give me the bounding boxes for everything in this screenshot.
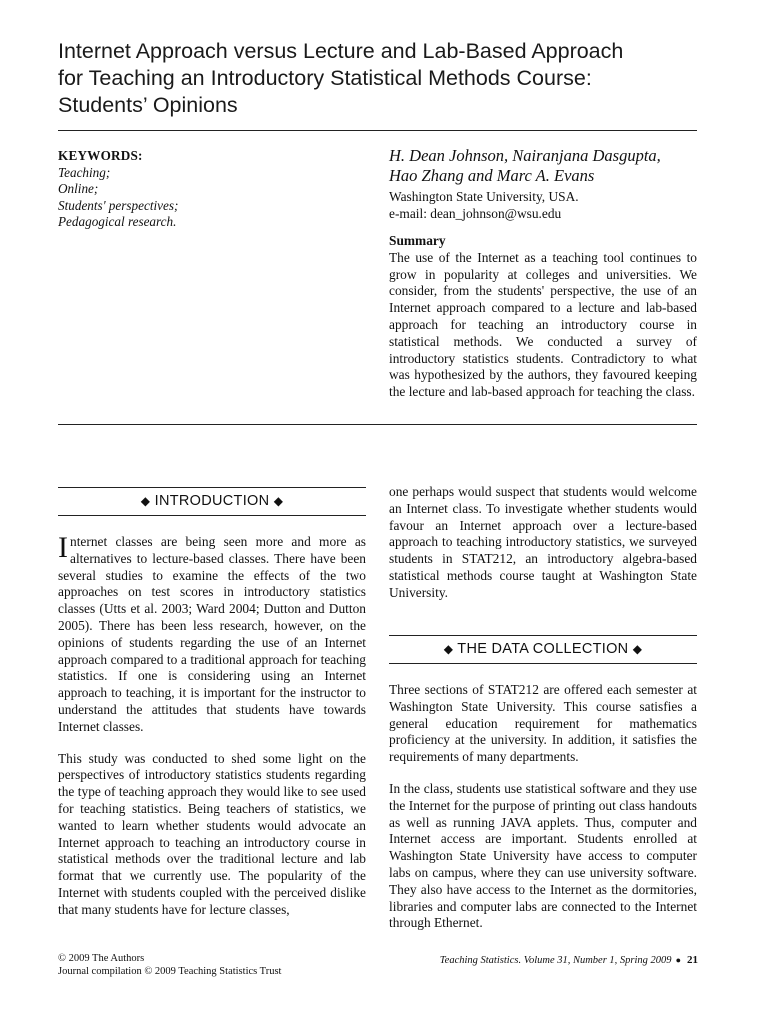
data-collection-heading-text: THE DATA COLLECTION	[457, 641, 629, 657]
title-line: Internet Approach versus Lecture and Lab-Based Approach	[58, 39, 624, 63]
authors-block	[389, 146, 709, 222]
data-paragraph-1: Three sections of STAT212 are offered each semester at Washington State University. This course satisfies a general education requirement for mathematics proficiency at the university. In addition, it satisfies the requirements of many departments.	[389, 682, 697, 765]
keywords-block	[58, 148, 358, 231]
footer-copyright	[58, 953, 281, 978]
compilation-line: Journal compilation © 2009 Teaching Statistics Trust	[58, 965, 282, 977]
introduction-heading	[58, 492, 366, 510]
page-number: 21	[687, 954, 698, 966]
intro-paragraph-1	[58, 531, 366, 736]
article-title	[58, 38, 718, 119]
introduction-heading-text: INTRODUCTION	[154, 493, 270, 509]
header-bottom-rule	[58, 424, 697, 425]
intro-heading-rule-bottom	[58, 515, 366, 516]
keywords-heading: KEYWORDS:	[58, 148, 143, 163]
keyword-item: Students' perspectives;	[58, 197, 179, 213]
title-line: for Teaching an Introductory Statistical Methods Course:	[58, 66, 592, 90]
author-names-line: H. Dean Johnson, Nairanjana Dasgupta,	[389, 146, 661, 165]
right-column-top	[389, 484, 697, 602]
intro-paragraph-1-text: nternet classes are being seen more and more as alternatives to lecture-based classes. There have been several studies to examine the effects of the two approaches on test scores in introductory statistics classes (Utts et al. 2003; Ward 2004; Dutton and Dutton 2005). There has been less research, however, on the opinions of students regarding the use of an Internet approach compared to a traditional approach for teaching statistics. If one is considering using an Internet approach to teaching, it is important for the instructor to understand the attitudes that students have towards Internet classes.	[58, 534, 366, 734]
intro-paragraph-2: This study was conducted to shed some light on the perspectives of introductory statistics students regarding the type of teaching approach they would like to see used for teaching statistics. Being teachers of statistics, we wanted to learn whether students would advocate an Internet approach to teaching an introductory course in statistical methods over the traditional lecture and lab format that we currently use. The popularity of the Internet with students coupled with the perceived dislike that many students have for lecture classes,	[58, 750, 366, 917]
diamond-icon: ◆	[632, 642, 643, 656]
bullet-icon: ●	[675, 955, 681, 965]
data-paragraph-2: In the class, students use statistical software and they use the Internet for the purpose of printing out class handouts as well as running JAVA applets. Thus, computer and Internet access are important. Students enrolled at Washington State University have access to computer labs on campus, where they can use university software. They also have access to the Internet as the dormitories, libraries and computer labs are connected to the Internet through Ethernet.	[389, 780, 697, 931]
data-heading-rule-top	[389, 635, 697, 636]
keyword-item: Pedagogical research.	[58, 214, 177, 229]
summary-heading: Summary	[389, 233, 446, 248]
copyright-line: © 2009 The Authors	[58, 953, 145, 964]
drop-cap: I	[58, 531, 68, 564]
diamond-icon: ◆	[140, 494, 151, 508]
summary-block	[389, 233, 697, 401]
journal-citation: Teaching Statistics. Volume 31, Number 1, Spring 2009	[439, 955, 672, 966]
data-heading-rule-bottom	[389, 663, 697, 664]
affiliation: Washington State University, USA.	[389, 189, 579, 204]
author-email: e-mail: dean_johnson@wsu.edu	[389, 206, 562, 221]
diamond-icon: ◆	[443, 642, 454, 656]
intro-paragraph-3: one perhaps would suspect that students would welcome an Internet class. To investigate whether students would favour an Internet approach over a lecture-based approach to teaching introductory statistics, we surveyed students in STAT212, an introductory algebra-based statistical methods course taught at Washington State University.	[389, 484, 697, 600]
right-column-bottom	[389, 682, 697, 932]
summary-text: The use of the Internet as a teaching tool continues to grow in popularity at colleges and universities. We consider, from the students' perspective, the use of an Internet approach compared to a lecture and lab-based approach for teaching an introductory course in statistical methods. We conducted a survey of introductory statistics students. Contradictory to what was hypothesized by the authors, they favoured keeping the lecture and lab-based approach for teaching the class.	[389, 249, 697, 400]
title-rule	[58, 130, 697, 131]
diamond-icon: ◆	[273, 494, 284, 508]
keyword-item: Online;	[58, 181, 99, 196]
left-column	[58, 531, 366, 919]
footer-journal	[390, 954, 698, 966]
author-names-line: Hao Zhang and Marc A. Evans	[389, 166, 595, 185]
title-line: Students’ Opinions	[58, 93, 238, 117]
keyword-item: Teaching;	[58, 164, 111, 180]
data-collection-heading	[389, 640, 697, 658]
intro-heading-rule-top	[58, 487, 366, 488]
